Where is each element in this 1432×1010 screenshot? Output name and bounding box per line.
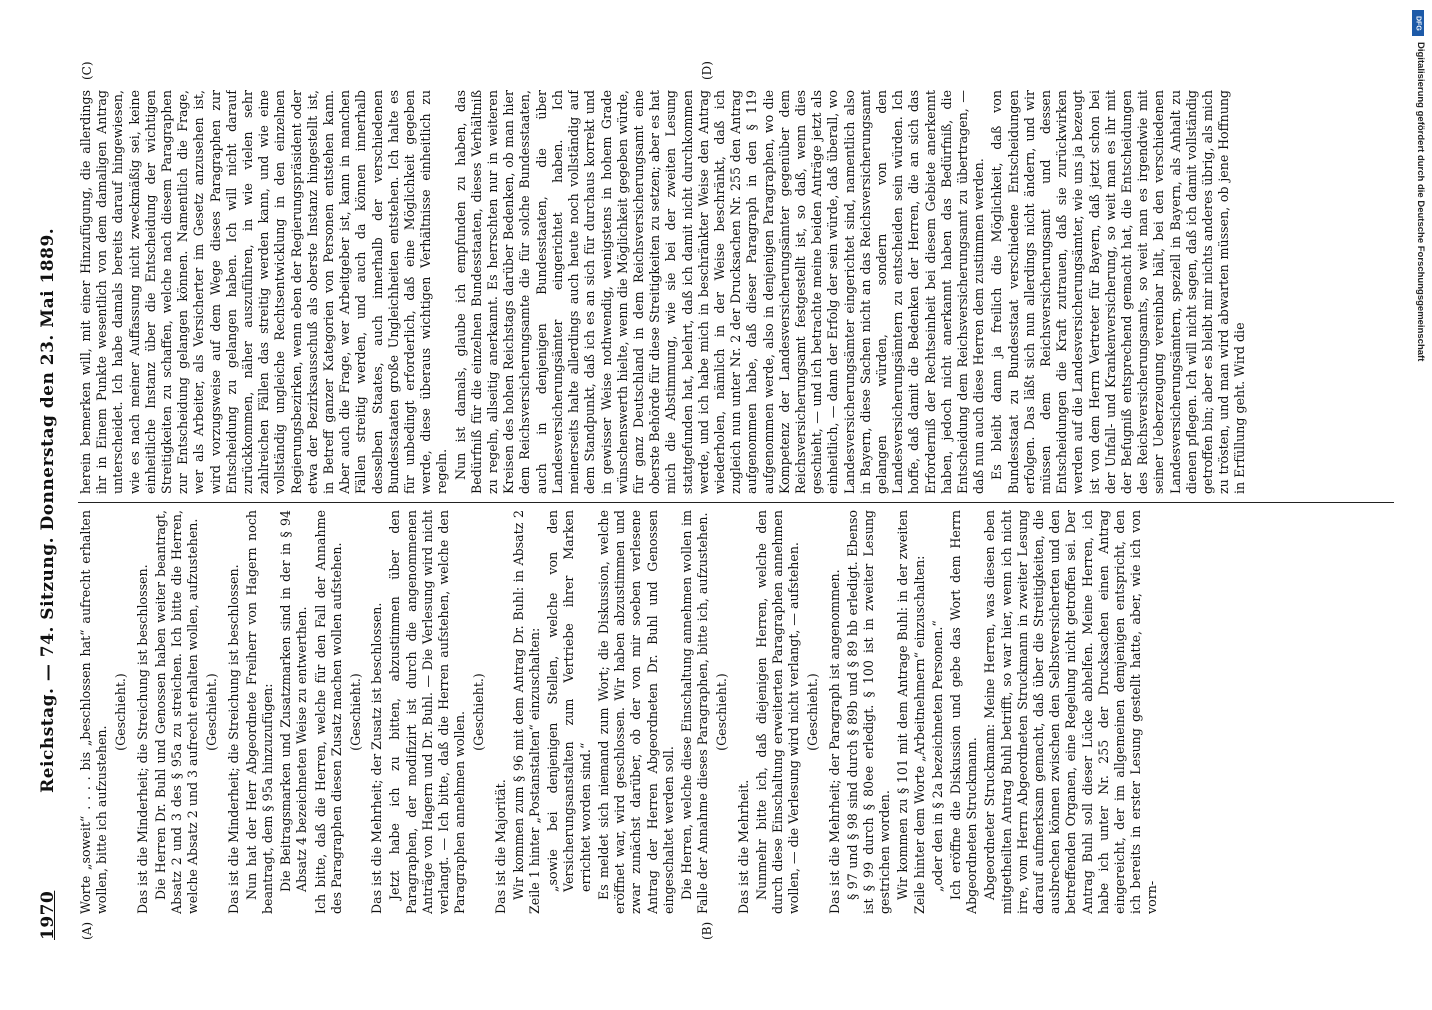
dfg-notice xyxy=(1410,10,1426,1010)
stage-direction: (Geschieht.) xyxy=(204,673,220,751)
paragraph: herein bemerken will, mit einer Hinzufügung, die allerdings ihr in Einem Punkte wesentlich von dem damaligen Antrag unterscheidet. Ich habe damals bereits darauf hingewiesen, wie es nach meiner Auffassung nicht zweckmäßig sei, keine einheitliche Instanz über die Entscheidung der wichtigen Streitigkeiten zu schaffen, welche nach diesem Paragraphen zur Entscheidung gelangen können. Namentlich die Frage, wer als Arbeiter, als Versicherter im Gesetz anzusehen ist, wird vorzugsweise auf dem Wege dieses Paragraphen zur Entscheidung zu gelangen haben. Ich will nicht darauf zurückkommen, näher auszuführen, in wie vielen sehr zahlreichen Fällen das streitig werden kann, und wie eine vollständig ungleiche Rechtsentwicklung in den einzelnen Regierungsbezirken, wenn eben der Regierungspräsident oder etwa der Bezirksausschuß als oberste Instanz hingestellt ist, in Betreff ganzer Kategorien von Personen entstehen kann. Aber auch die Frage, wer Arbeitgeber ist, kann in manchen Fällen streitig werden, und auch da können innerhalb desselben Staates, auch innerhalb der verschiedenen Bundesstaaten große Ungleichheiten entstehen. Ich halte es für unbedingt erforderlich, daß eine Möglichkeit gegeben werde, diese überaus wichtigen Verhältnisse einheitlich zu regeln. xyxy=(78,90,450,494)
paragraph: Es bleibt dann ja freilich die Möglichkeit, daß von Bundesstaat zu Bundesstaat verschiedene Entscheidungen erfolgen. Das läßt sich nun allerdings nicht ändern, und wir müssen dem Reichsversicherungsamt und dessen Entscheidungen die Kraft zutrauen, daß sie zurückwirken werden auf die Landesversicherungsämter, wie uns ja bezeugt ist von dem Herrn Vertreter für Bayern, daß jetzt schon bei der Unfall- und Krankenversicherung, so weit man es ihr mit der Befugniß entsprechend gemacht hat, die Entscheidungen des Reichsversicherungsamts, so weit man es irgendwie mit seiner Ueberzeugung vereinbar hält, bei den verschiedenen Landesversicherungsämtern, speziell in Bayern, als Anhalt zu dienen pflegen. Ich will nicht sagen, daß ich damit vollständig getroffen bin; aber es bleibt mir nichts anderes übrig, als mich zu trösten, und man wird abwarten müssen, ob jene Hoffnung in Erfüllung geht. Wird die xyxy=(989,90,1248,494)
paragraph: Das ist die Majorität. xyxy=(492,779,508,914)
margin-marker-c: (C) xyxy=(80,61,94,80)
stage-direction: (Geschieht.) xyxy=(805,673,821,751)
paragraph: Jetzt habe ich zu bitten, abzustimmen über den Paragraphen, der modifizirt ist durch die angenommenen Anträge von Hagern und Dr. Buhl. — Die Verlesung wird nicht verlangt. — Ich bitte, daß die Herren aufstehen, welche den Paragraphen annehmen wollen. xyxy=(387,510,468,914)
paragraph: „sowie bei denjenigen Stellen, welche von den Versicherungsanstalten zum Vertriebe ihrer Marken errichtet worden sind.“ xyxy=(545,510,593,892)
paragraph: § 97 und § 98 sind durch § 89b und § 89 hb erledigt. Ebenso ist § 99 durch § 80ee erledigt. § 100 ist in zweiter Lesung gestrichen worden. xyxy=(844,510,893,914)
dfg-logo: DFG xyxy=(1412,10,1424,36)
paragraph: Ich bitte, daß die Herren, welche für den Fall der Annahme des Paragraphen diesen Zusatz machen wollen aufstehen. xyxy=(312,510,344,914)
paragraph: Das ist die Mehrheit. xyxy=(735,779,751,914)
paragraph: Nun ist damals, glaube ich empfunden zu haben, das Bedürfniß für die einzelnen Bundesstaaten, dieses Verhältniß zu regeln, allseitig anerkannt. Es herrschten nur in weiteren Kreisen des hohen Reichstags darüber Bedenken, ob man hier dem Reichsversicherungsamte die für solche Bundesstaaten, auch in denjenigen Bundesstaaten, die über Landesversicherungsämter eingerichtet haben. Ich meinerseits halte allerdings auch heute noch vollständig auf dem Standpunkt, daß ich es an sich für durchaus korrekt und in gewisser Weise nothwendig, wenigstens in hohem Grade wünschenswerth hielte, wenn die Möglichkeit gegeben würde, für ganz Deutschland in dem Reichsversicherungsamt eine oberste Behörde für diese Streitigkeiten zu setzen; aber es hat mich die Abstimmung, wie sie bei der zweiten Lesung stattgefunden hat, belehrt, daß ich damit nicht durchkommen werde, und ich habe mich in beschränkter Weise den Antrag wiederholen, nämlich in der Weise beschränkt, daß ich zugleich nun unter Nr. 2 der Drucksachen Nr. 255 den Antrag aufgenommen habe, daß dieser Paragraph in den § 119 aufgenommen werde, also in denjenigen Paragraphen, wo die Kompetenz der Landesversicherungsämter gegenüber dem Reichsversicherungsamt festgestellt ist, so daß, wenn dies geschieht, — und ich betrachte meine beiden Anträge jetzt als einheitlich, — dann der Erfolg der sein würde, daß überall, wo Landesversicherungsämter eingerichtet sind, namentlich also in Bayern, diese Sachen nicht an das Reichsversicherungsamt gelangen würden, sondern von den Landesversicherungsämtern zu entscheiden sein würden. Ich hoffe, daß damit die Bedenken der Herren, die an sich das Erforderniß der Rechtseinheit bei diesem Gebiete anerkennt haben, jedoch nicht anerkannt haben das Bedürfniß, die Entscheidung dem Reichsversicherungsamt zu übertragen, — daß nun auch diese Herren dem zustimmen werden. xyxy=(452,90,987,494)
right-column xyxy=(78,90,1394,494)
paragraph: Abgeordneter Struckmann: Meine Herren, was diesen eben mitgetheilten Antrag Buhl betrifft, so war hier, wenn ich nicht irre, vom Herrn Abgeordneten Struckmann in zweiter Lesung darauf aufmerksam gemacht, daß über die Streitigkeiten, die ausbrechen können zwischen den Selbstversicherten und den betreffenden Organen, eine Regelung nicht getroffen sei. Der Antrag Buhl soll dieser Lücke abhelfen. Meine Herren, ich habe ich unter Nr. 255 der Drucksachen einen Antrag eingereicht, der im allgemeinen demjenigen entspricht, den ich bereits in erster Lesung gestellt hatte, aber, wie ich von vorn- xyxy=(982,510,1160,914)
paragraph: „oder den in § 2a bezeichneten Personen.“ xyxy=(929,620,945,892)
page-number: 1970 xyxy=(38,890,58,940)
margin-marker-d: (D) xyxy=(700,61,714,80)
paragraph: Nun hat der Herr Abgeordnete Freiherr von Hagern noch beantragt, dem § 95a hinzuzufügen: xyxy=(243,510,276,914)
running-head xyxy=(38,90,68,940)
paragraph: Wir kommen zu § 101 mit dem Antrage Buhl: in der zweiten Zeile hinter dem Worte „Arbeitnehmern“ einzuschalten: xyxy=(895,510,927,914)
column-divider xyxy=(78,502,1394,503)
paragraph: Die Beitragsmarken und Zusatzmarken sind in der in § 94 Absatz 4 bezeichneten Weise zu entwerthen. xyxy=(278,510,310,892)
margin-marker-a: (A) xyxy=(80,921,94,940)
paragraph: Das ist die Minderheit; die Streichung ist beschlossen. xyxy=(225,564,241,914)
paragraph: Es meldet sich niemand zum Wort; die Diskussion, welche eröffnet war, wird geschlossen. Wir haben abzustimmen und zwar zunächst darüber, ob der von mir soeben verlesene Antrag der Herren Abgeordneten Dr. Buhl und Genossen eingeschaltet werden soll. xyxy=(595,510,676,914)
stage-direction: (Geschieht.) xyxy=(471,673,487,751)
left-column xyxy=(78,510,1394,914)
paragraph: Die Herren Dr. Buhl und Genossen haben weiter beantragt, Absatz 2 und 3 des § 95a zu streichen. Ich bitte die Herren, welche Absatz 2 und 3 aufrecht erhalten wollen, aufzustehen. xyxy=(152,510,201,914)
margin-marker-b: (B) xyxy=(700,921,714,940)
paragraph: Das ist die Minderheit; die Streichung ist beschlossen. xyxy=(134,564,150,914)
page-title: Reichstag. — 74. Sitzung. Donnerstag den 23. Mai 1889. xyxy=(38,227,58,793)
stage-direction: (Geschieht.) xyxy=(714,673,730,751)
paragraph: Das ist die Mehrheit; der Paragraph ist angenommen. xyxy=(826,569,842,914)
paragraph: Wir kommen zum § 96 mit dem Antrag Dr. Buhl: in Absatz 2 Zeile 1 hinter „Postanstalten“ einzuschalten: xyxy=(510,510,543,914)
paragraph: Worte „soweit“ . . . . bis „beschlossen hat“ aufrecht erhalten wollen, bitte ich aufzustehen. xyxy=(78,510,110,914)
paragraph: Das ist die Mehrheit; der Zusatz ist beschlossen. xyxy=(369,602,385,914)
paragraph: Nunmehr bitte ich, daß diejenigen Herren, welche den durch diese Einschaltung erweiterten Paragraphen annehmen wollen, — die Verlesung wird nicht verlangt, — aufstehen. xyxy=(753,510,802,914)
paragraph: Ich eröffne die Diskussion und gebe das Wort dem Herrn Abgeordneten Struckmann. xyxy=(947,510,980,914)
stage-direction: (Geschieht.) xyxy=(348,673,364,751)
paragraph: Die Herren, welche diese Einschaltung annehmen wollen im Falle der Annahme dieses Paragraphen, bitte ich, aufzustehen. xyxy=(678,510,711,914)
dfg-notice-text: Digitalisierung gefördert durch die Deutsche Forschungsgemeinschaft xyxy=(1415,42,1426,362)
stage-direction: (Geschieht.) xyxy=(113,673,129,751)
